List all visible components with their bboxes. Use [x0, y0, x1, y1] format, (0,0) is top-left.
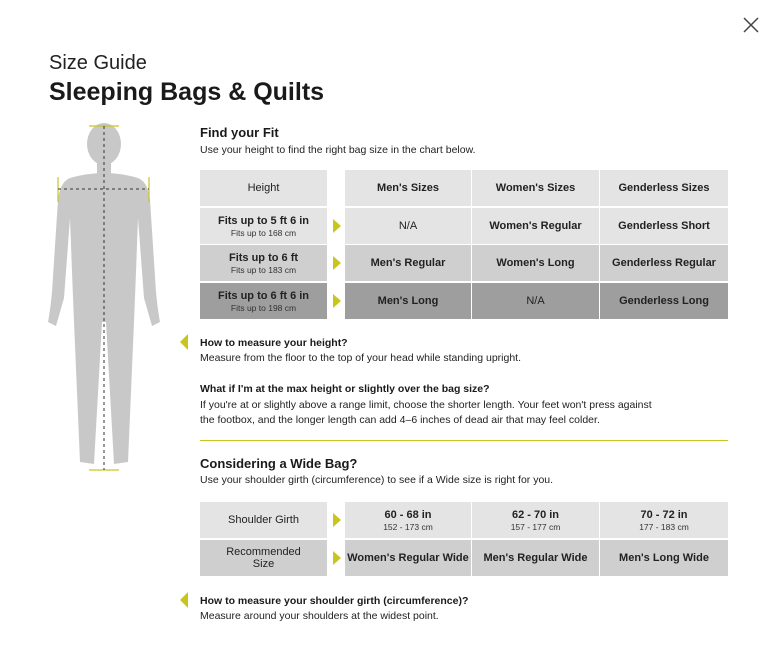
modal-title: Sleeping Bags & Quilts — [49, 78, 325, 106]
max-height-answer-line2: the footbox, and the longer length can add 4–6 inches of dead air that may feel colder. — [200, 414, 600, 426]
girth-range-label: 70 - 72 in — [640, 508, 688, 521]
find-fit-description: Use your height to find the right bag size in the chart below. — [200, 144, 476, 156]
table-cell: N/A — [472, 283, 599, 319]
height-help-question: How to measure your height? — [200, 337, 348, 349]
table-cell: N/A — [345, 208, 471, 244]
close-icon[interactable] — [740, 14, 762, 36]
girth-help-question: How to measure your shoulder girth (circumference)? — [200, 595, 469, 607]
recommended-size-label: Recommended Size — [200, 540, 327, 576]
girth-range-sublabel: 177 - 183 cm — [639, 521, 689, 532]
row-sublabel-text: Fits up to 168 cm — [230, 227, 297, 238]
recommendation-cell: Women's Regular Wide — [345, 540, 471, 576]
row-sublabel-text: Fits up to 198 cm — [230, 302, 297, 313]
section-divider — [200, 440, 728, 441]
table-cell: Genderless Long — [600, 283, 728, 319]
body-measurement-figure — [40, 122, 170, 482]
table-cell: Genderless Regular — [600, 245, 728, 281]
table-corner-header: Height — [200, 170, 327, 206]
height-help-answer: Measure from the floor to the top of your head while standing upright. — [200, 352, 522, 364]
find-fit-heading: Find your Fit — [200, 125, 279, 140]
pointer-arrow-icon — [180, 334, 188, 350]
girth-range-label: 62 - 70 in — [511, 508, 560, 521]
table-cell: Men's Regular — [345, 245, 471, 281]
table-cell: Men's Long — [345, 283, 471, 319]
row-label-height-2 — [200, 245, 327, 281]
girth-range-sublabel: 157 - 177 cm — [510, 521, 561, 532]
shoulder-girth-label: Shoulder Girth — [200, 502, 327, 538]
table-cell: Genderless Short — [600, 208, 728, 244]
row-arrow-icon — [333, 256, 341, 270]
girth-range-cell — [472, 502, 599, 538]
column-header-womens: Women's Sizes — [472, 170, 599, 206]
row-sublabel-text: Fits up to 183 cm — [230, 264, 297, 275]
girth-range-cell — [600, 502, 728, 538]
wide-bag-heading: Considering a Wide Bag? — [200, 456, 358, 471]
modal-subtitle: Size Guide — [49, 52, 147, 74]
wide-bag-description: Use your shoulder girth (circumference) to see if a Wide size is right for you. — [200, 474, 554, 486]
row-arrow-icon — [333, 219, 341, 233]
table-cell: Women's Long — [472, 245, 599, 281]
row-arrow-icon — [333, 513, 341, 527]
pointer-arrow-icon — [180, 592, 188, 608]
recommendation-cell: Men's Regular Wide — [472, 540, 599, 576]
row-label-text: Fits up to 6 ft — [228, 251, 299, 264]
girth-range-sublabel: 152 - 173 cm — [383, 521, 433, 532]
row-arrow-icon — [333, 551, 341, 565]
row-label-height-1 — [200, 208, 327, 244]
column-header-mens: Men's Sizes — [345, 170, 471, 206]
girth-range-cell — [345, 502, 471, 538]
row-label-text: Fits up to 6 ft 6 in — [217, 289, 310, 302]
table-cell: Women's Regular — [472, 208, 599, 244]
row-label-text: Fits up to 5 ft 6 in — [217, 214, 310, 227]
max-height-question: What if I'm at the max height or slightly over the bag size? — [200, 383, 490, 395]
column-header-genderless: Genderless Sizes — [600, 170, 728, 206]
max-height-answer-line1: If you're at or slightly above a range limit, choose the shorter length. Your feet won't press against — [200, 399, 652, 411]
row-arrow-icon — [333, 294, 341, 308]
girth-range-label: 60 - 68 in — [384, 508, 432, 521]
row-label-height-3 — [200, 283, 327, 319]
recommendation-cell: Men's Long Wide — [600, 540, 728, 576]
girth-help-answer: Measure around your shoulders at the widest point. — [200, 610, 439, 622]
